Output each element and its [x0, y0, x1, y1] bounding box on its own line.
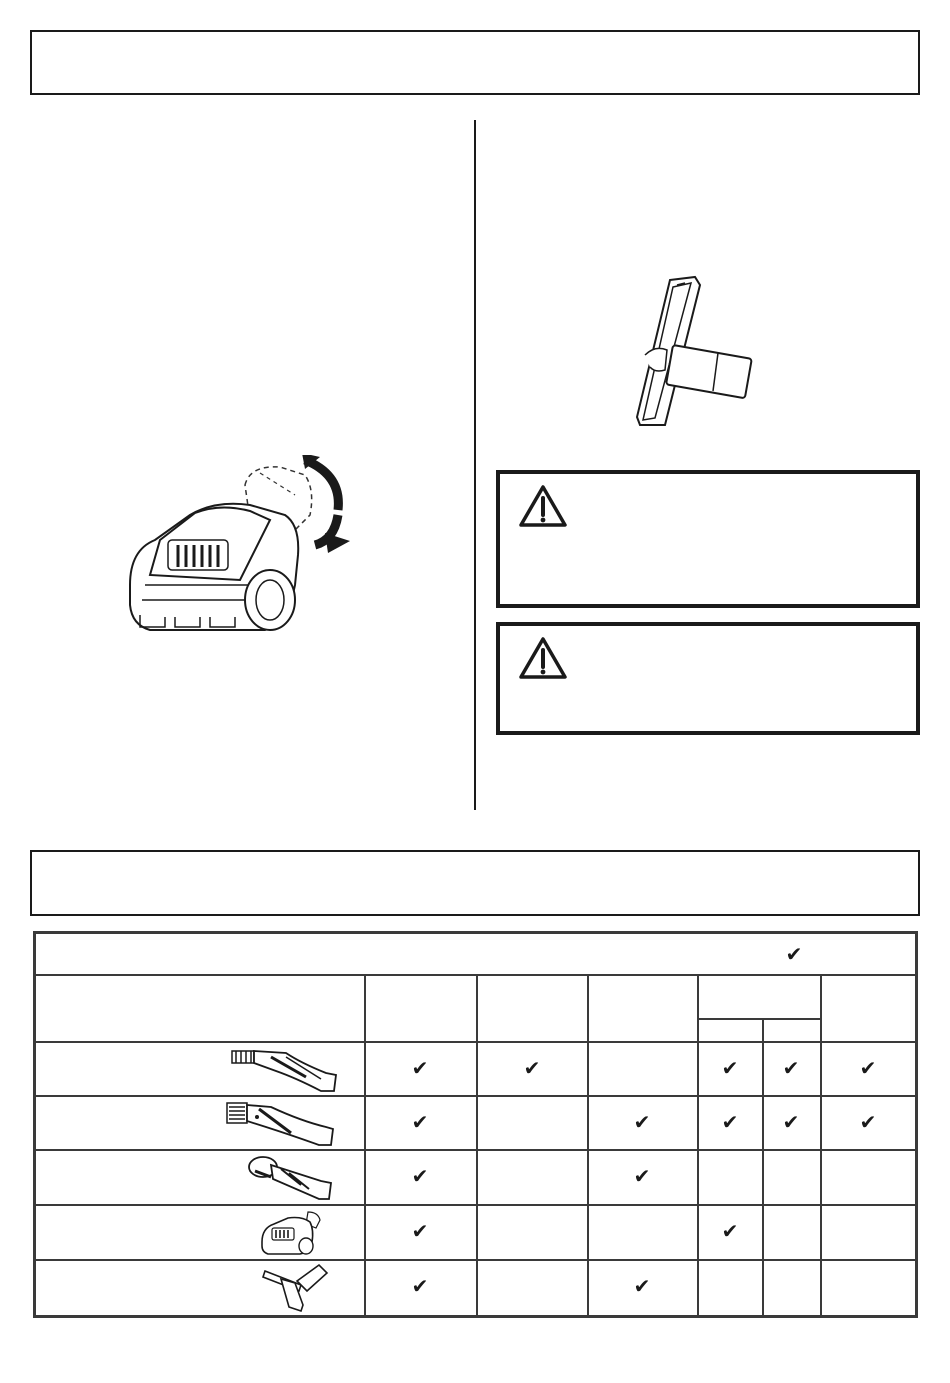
check-mark: ✔ [859, 1110, 877, 1134]
table-rule [364, 974, 366, 1315]
warning-triangle-icon [518, 484, 568, 528]
turbo-brush-icon [258, 1206, 330, 1258]
dusting-brush-icon [241, 1151, 341, 1203]
check-mark: ✔ [782, 1056, 800, 1080]
check-mark: ✔ [411, 1274, 429, 1298]
table-rule [697, 974, 699, 1315]
check-mark: ✔ [523, 1056, 541, 1080]
check-mark: ✔ [633, 1274, 651, 1298]
warning-box-2 [496, 622, 920, 735]
section-header-bottom [30, 850, 920, 916]
attachment-table [33, 931, 918, 1318]
check-mark: ✔ [721, 1219, 739, 1243]
check-mark: ✔ [859, 1056, 877, 1080]
table-rule [762, 1018, 764, 1315]
check-mark: ✔ [411, 1110, 429, 1134]
check-mark: ✔ [411, 1056, 429, 1080]
crevice-tool-icon [226, 1043, 346, 1095]
check-mark: ✔ [633, 1110, 651, 1134]
check-mark: ✔ [721, 1056, 739, 1080]
column-divider [474, 120, 476, 810]
warning-box-1 [496, 470, 920, 608]
check-mark: ✔ [721, 1110, 739, 1134]
section-header-top [30, 30, 920, 95]
wide-nozzle-icon [261, 1261, 331, 1313]
check-mark: ✔ [633, 1164, 651, 1188]
check-mark: ✔ [411, 1164, 429, 1188]
table-rule [587, 974, 589, 1315]
table-rule [820, 974, 822, 1315]
wide-nozzle-illustration [605, 275, 765, 435]
warning-triangle-icon [518, 636, 568, 680]
turbo-brush-illustration [120, 455, 360, 645]
check-mark: ✔ [411, 1219, 429, 1243]
upholstery-tool-icon [221, 1097, 339, 1149]
check-mark: ✔ [782, 1110, 800, 1134]
table-rule [698, 1018, 820, 1020]
header-check: ✔ [785, 942, 803, 966]
table-rule [476, 974, 478, 1315]
